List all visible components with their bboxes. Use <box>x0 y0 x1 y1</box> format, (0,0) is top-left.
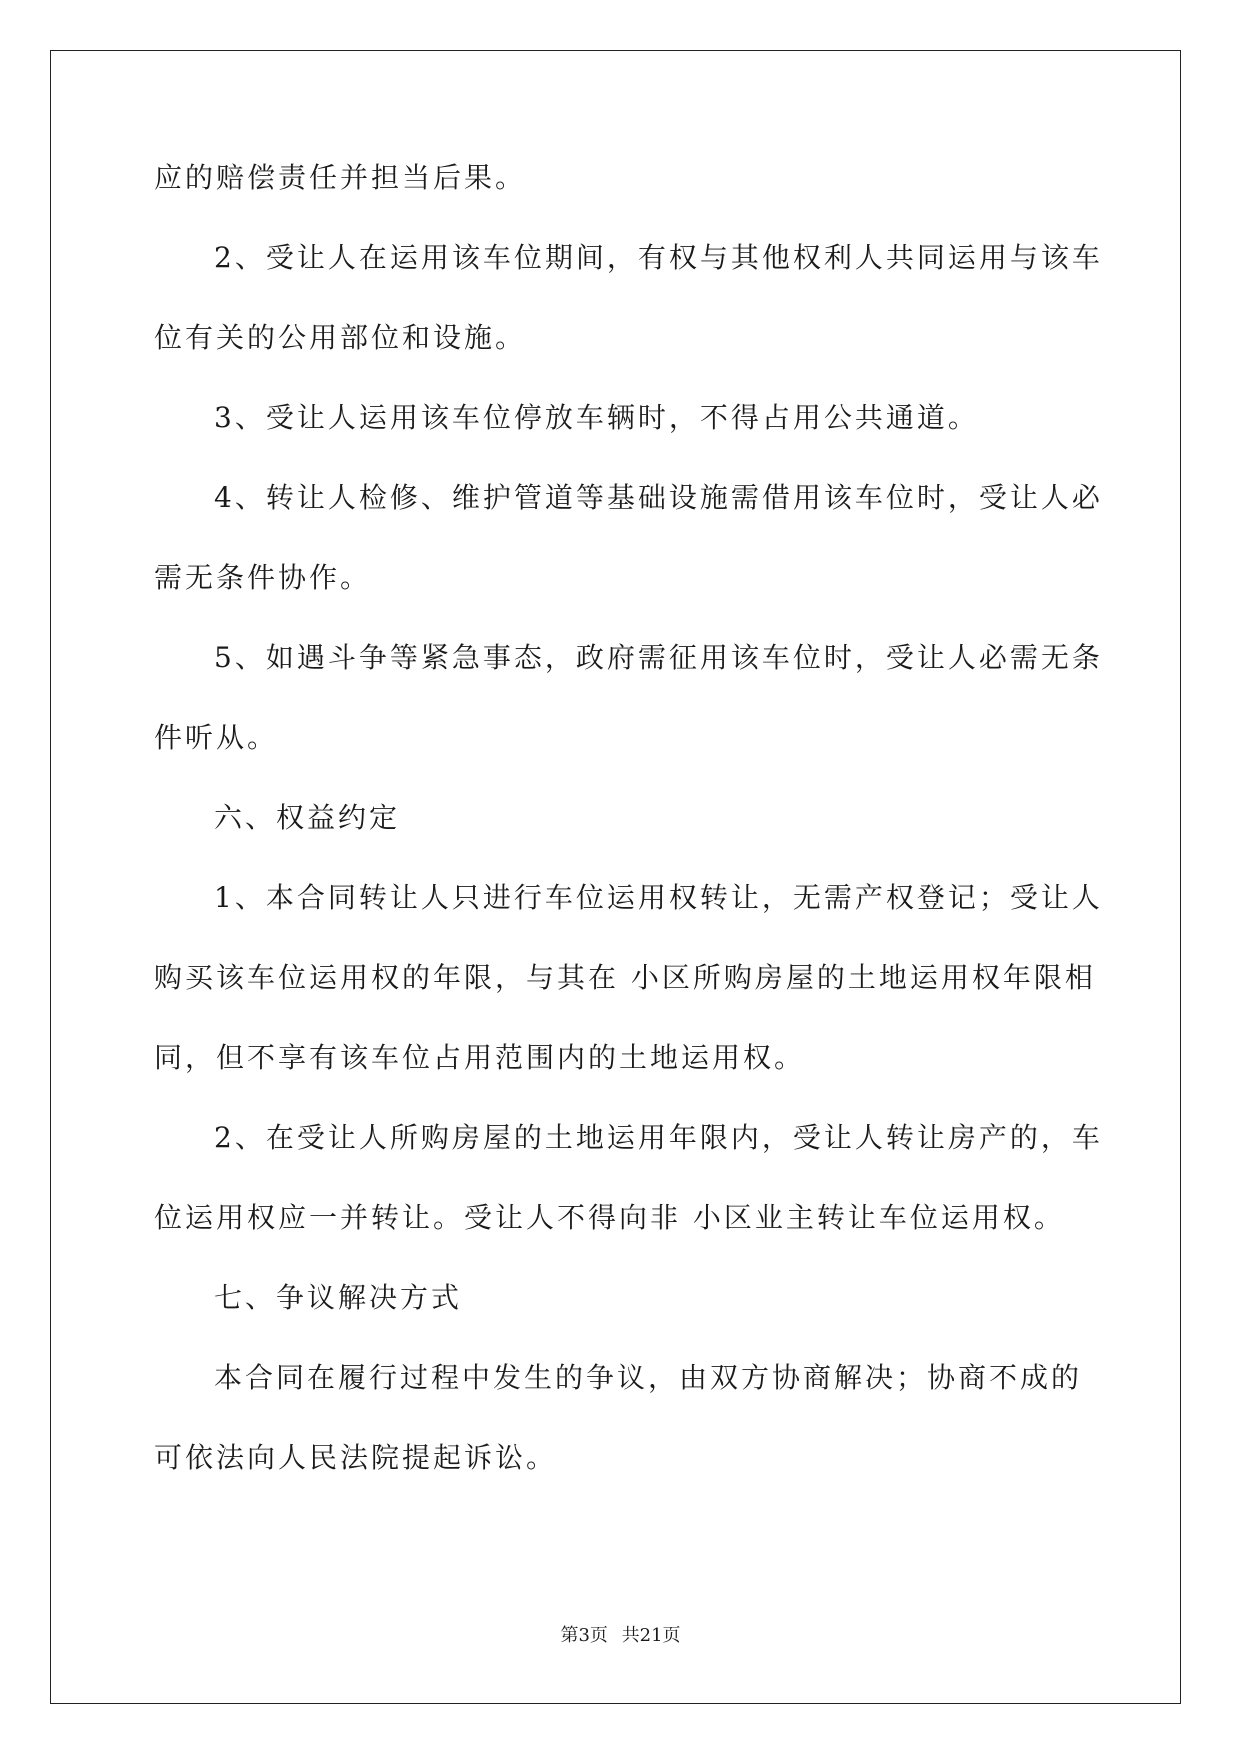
page-footer <box>0 1624 1241 1648</box>
text-line: 可依法向人民法院提起诉讼。 <box>154 1441 558 1474</box>
text-line: 4、转让人检修、维护管道等基础设施需借用该车位时，受让人必 <box>214 481 1103 514</box>
text-line: 件听从。 <box>154 721 279 754</box>
page-total: 共21页 <box>621 1625 681 1646</box>
text-line: 5、如遇斗争等紧急事态，政府需征用该车位时，受让人必需无条 <box>214 641 1103 674</box>
section-heading: 七、争议解决方式 <box>214 1281 463 1314</box>
text-line: 3、受让人运用该车位停放车辆时，不得占用公共通道。 <box>214 401 979 434</box>
text-line: 位运用权应一并转让。受让人不得向非 小区业主转让车位运用权。 <box>154 1201 1065 1234</box>
text-line: 应的赔偿责任并担当后果。 <box>154 161 527 194</box>
text-line: 需无条件协作。 <box>154 561 372 594</box>
section-heading: 六、权益约定 <box>214 801 401 834</box>
text-line: 购买该车位运用权的年限，与其在 小区所购房屋的土地运用权年限相 <box>154 961 1096 994</box>
text-line: 1、本合同转让人只进行车位运用权转让，无需产权登记；受让人 <box>214 881 1103 914</box>
text-line: 2、在受让人所购房屋的土地运用年限内，受让人转让房产的，车 <box>214 1121 1103 1154</box>
text-line: 位有关的公用部位和设施。 <box>154 321 527 354</box>
text-line: 2、受让人在运用该车位期间，有权与其他权利人共同运用与该车 <box>214 241 1103 274</box>
text-line: 同，但不享有该车位占用范围内的土地运用权。 <box>154 1041 806 1074</box>
page-number: 第3页 <box>560 1625 608 1646</box>
text-line: 本合同在履行过程中发生的争议，由双方协商解决；协商不成的 <box>214 1361 1083 1394</box>
